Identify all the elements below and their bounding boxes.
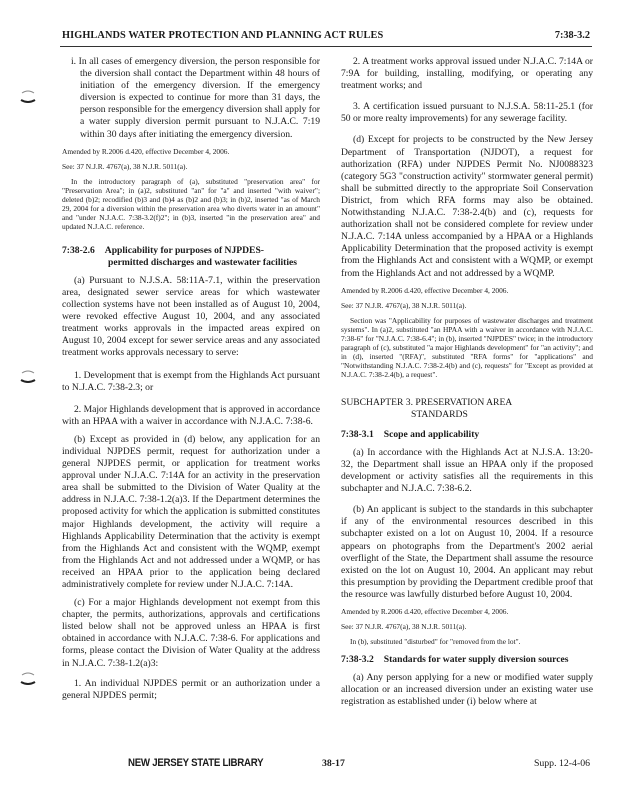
paragraph-c-1: 1. An individual NJPDES permit or an authorization under a general NJPDES permit;	[62, 677, 320, 701]
paragraph-c-2: 2. A treatment works approval issued under N.J.A.C. 7:14A or 7:9A for building, installing, modifying, or operating any treatment works; and	[341, 56, 593, 92]
running-header-title: HIGHLANDS WATER PROTECTION AND PLANNING ACT RULES	[62, 30, 384, 41]
history-note-amended: Amended by R.2006 d.420, effective December 4, 2006.	[341, 285, 509, 295]
history-note-text: In (b), substituted "disturbed" for "removed from the lot".	[350, 637, 521, 646]
header-rule	[60, 46, 592, 47]
paragraph-d: (d) Except for projects to be constructed by the New Jersey Department of Transportation (NJDOT), a request for authorization (RFA) under NJPDES Permit No. NJ0088323 (category 5G3 "construction activity" stormwater general permit) shall be submitted directly to the appropriate Soil Conservation District, from which RFA forms may also be obtained. Notwithstanding N.J.A.C. 7:38-2.4(b) and (c), requests for authorization shall not be considered complete for review under N.J.A.C. 7:14A unless accompanied by a HPAA or a Highlands Applicability Determination that the proposed activity is exempt from the Highlands Act and consistent with a WQMP, or exempt from the Highlands Act and not addressed by a WQMP.	[341, 134, 593, 279]
left-column	[62, 56, 320, 708]
section-heading-7-38-2-6	[62, 245, 320, 269]
history-note-amended: Amended by R.2006 d.420, effective December 4, 2006.	[62, 146, 230, 156]
history-note-amended: Amended by R.2006 d.420, effective December 4, 2006.	[341, 607, 509, 616]
running-header-section: 7:38-3.2	[554, 30, 590, 41]
right-column	[341, 56, 593, 714]
paragraph-b: (b) Except as provided in (d) below, any application for an individual NJPDES permit, request for authorization under a general NJPDES permit, or application for treatment works approval under N.J.A.C. 7:14A for an activity in the preservation area shall be submitted to the Division of Water Quality at the address in N.J.A.C. 7:38-1.2(a)3. If the Department determines the proposed activity for which the application is submitted constitutes major Highlands development, the activity will require a Highlands Applicability Determination that the activity is exempt from the Highlands Act and consistent with the WQMP, exempt from the Highlands Act and not addressed under a WQMP, or has received an HPAA prior to the application being declared administratively complete for review under N.J.A.C. 7:14A.	[62, 433, 320, 590]
paragraph-item-i: i. In all cases of emergency diversion, the person responsible for the diversion shall contact the Department within 48 hours of initiation of the emergency diversion. If the emergency diversion is expected to continue for more than 31 days, the person responsible for the emergency diversion shall apply for a water supply diversion permit pursuant to N.J.A.C. 7:19 within 30 days after initiating the emergency diversion.	[71, 56, 320, 140]
section-title: Scope and applicability	[383, 428, 480, 440]
paragraph-a-2: 2. Major Highlands development that is approved in accordance with an HPAA with a waiver in accordance with N.J.A.C. 7:38-6.	[62, 403, 320, 427]
paragraph-a-1: 1. Development that is exempt from the Highlands Act pursuant to N.J.A.C. 7:38-2.3; or	[62, 369, 320, 393]
history-note-see: See: 37 N.J.R. 4767(a), 38 N.J.R. 5011(a).	[341, 622, 467, 631]
section-number: 7:38-2.6	[62, 244, 95, 256]
supplement-date: Supp. 12-4-06	[533, 758, 590, 769]
paragraph-3-2-a: (a) Any person applying for a new or modified water supply allocation or an increased diversion under an existing water use registration as established under (i) below where at	[341, 672, 593, 708]
paragraph-3-1-a: (a) In accordance with the Highlands Act at N.J.S.A. 13:20-32, the Department shall issue an HPAA only if the proposed development or activity satisfies all the requirements in this subchapter and N.J.A.C. 7:38-6.2.	[341, 446, 593, 495]
subchapter-heading	[341, 397, 593, 421]
history-note-see: See: 37 N.J.R. 4767(a), 38 N.J.R. 5011(a).	[341, 300, 467, 310]
section-title-line2: permitted discharges and wastewater facilities	[108, 256, 297, 268]
section-title: Standards for water supply diversion sources	[383, 654, 569, 665]
binder-hole-icon	[20, 672, 36, 688]
section-number: 7:38-3.1	[341, 428, 374, 440]
binder-hole-icon	[20, 90, 36, 106]
section-title-line1: Applicability for purposes of NJPDES-	[104, 244, 264, 256]
paragraph-a: (a) Pursuant to N.J.S.A. 58:11A-7.1, within the preservation area, designated sewer service areas for which wastewater collection systems have not been installed as of August 10, 2004, were revoked effective August 10, 2004, and any associated treatment works approvals in the impacted areas expired on August 10, 2004 except for sewer service areas and any associated treatment works approvals necessary to serve:	[62, 274, 320, 359]
binder-hole-icon	[20, 370, 36, 386]
section-number: 7:38-3.2	[341, 654, 374, 665]
subchapter-heading-line2: STANDARDS	[411, 408, 468, 420]
paragraph-c: (c) For a major Highlands development not exempt from this chapter, the permits, authorizations, approvals and certifications listed below shall not be approved unless an HPAA is first obtained in accordance with N.J.A.C. 7:38-6. For applications and forms, please contact the Division of Water Quality at the address in N.J.A.C. 7:38-1.2(a)3:	[62, 597, 320, 669]
paragraph-3-1-b: (b) An applicant is subject to the standards in this subchapter if any of the environmental resources described in this subchapter existed on a lot on August 10, 2004. If a resource appears on photographs from the Department's 2002 aerial overflight of the State, the Department shall assume the resource existed on the lot on August 10, 2004. An applicant may rebut this presumption by providing the Department credible proof that the resource was lawfully disturbed before August 10, 2004.	[341, 504, 593, 600]
section-heading-7-38-3-2	[341, 654, 593, 666]
subchapter-heading-line1: SUBCHAPTER 3. PRESERVATION AREA	[341, 396, 513, 408]
library-stamp: NEW JERSEY STATE LIBRARY	[128, 757, 264, 769]
page-number: 38-17	[322, 758, 345, 769]
section-heading-7-38-3-1	[341, 429, 593, 441]
history-note-text: Section was "Applicability for purposes of wastewater discharges and treatment systems". In (a)2, substituted "an HPAA with a waiver in accordance with N.J.A.C. 7:38-6" for "N.J.A.C. 7:38-6.4"; in (b), inserted "NJPDES" twice; in the introductory paragraph of (c), substituted "a major Highlands development" for "an activity"; and in (d), inserted "(RFA)", substituted "RFA forms" for "applications" and "Notwithstanding N.J.A.C. 7:38-2.4(b) and (c), requests" for "Except as provided at N.J.A.C. 7:38-2.4(b), a request".	[341, 315, 593, 379]
history-note-see: See: 37 N.J.R. 4767(a), 38 N.J.R. 5011(a).	[62, 161, 188, 171]
history-note-text: In the introductory paragraph of (a), substituted "preservation area" for "Preservation Area"; in (a)2, substituted "an" for "a" and inserted "with waiver"; deleted (b)2; recodified (b)3 and (b)4 as (b)2 and (b)3; in (b)2, inserted "as of March 29, 2004 for a diversion within the preservation area who diverts water in an amount" and "under N.J.A.C. 7:38-3.2(f)2"; in (b)3, inserted "in the preservation area" and updated N.J.A.C. reference.	[62, 176, 320, 231]
paragraph-c-3: 3. A certification issued pursuant to N.J.S.A. 58:11-25.1 (for 50 or more realty improvements) for any sewerage facility.	[341, 101, 593, 125]
